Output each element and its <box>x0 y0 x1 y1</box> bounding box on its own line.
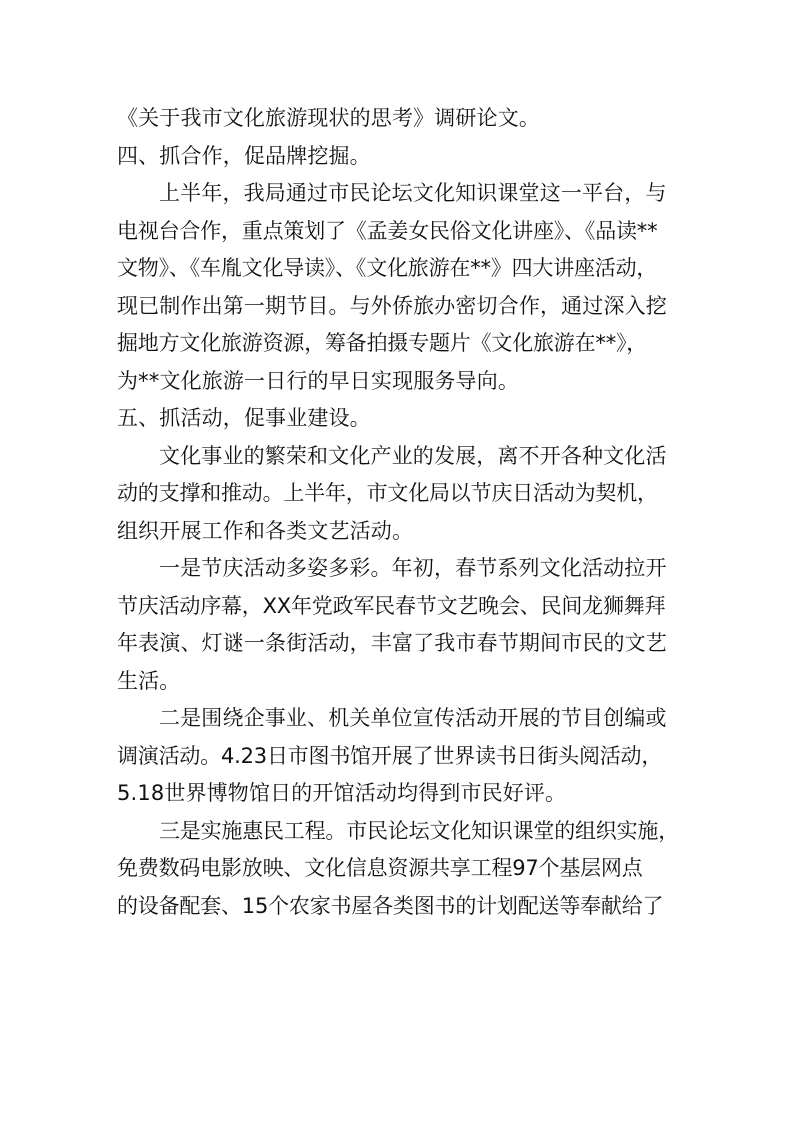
paragraph-line: 免费数码电影放映、文化信息资源共享工程97个基层网点 <box>117 856 643 880</box>
document-body <box>117 100 682 925</box>
paragraph-line: 5.18世界博物馆日的开馆活动均得到市民好评。 <box>117 781 567 805</box>
paragraph-line: 年表演、灯谜一条街活动，丰富了我市春节期间市民的文艺 <box>117 631 667 655</box>
paragraph-line: 的设备配套、15个农家书屋各类图书的计划配送等奉献给了 <box>117 893 664 918</box>
paragraph-line: 二是围绕企事业、机关单位宣传活动开展的节目创编或 <box>159 706 667 730</box>
paragraph-line: 《关于我市文化旅游现状的思考》调研论文。 <box>117 106 540 130</box>
section-heading: 四、抓合作，促品牌挖掘。 <box>117 143 371 168</box>
paragraph-line: 文化事业的繁荣和文化产业的发展，离不开各种文化活 <box>159 443 667 468</box>
section-heading: 五、抓活动，促事业建设。 <box>117 406 371 430</box>
paragraph-line: 现已制作出第一期节目。与外侨旅办密切合作，通过深入挖 <box>117 293 667 318</box>
paragraph-line: 电视台合作，重点策划了《孟姜女民俗文化讲座》、《品读** <box>117 218 658 243</box>
paragraph-line: 组织开展工作和各类文艺活动。 <box>117 518 414 543</box>
paragraph-line: 一是节庆活动多姿多彩。年初，春节系列文化活动拉开 <box>159 556 667 580</box>
paragraph-line: 文物》、《车胤文化导读》、《文化旅游在**》四大讲座活动， <box>117 256 658 280</box>
paragraph-line: 三是实施惠民工程。市民论坛文化知识课堂的组织实施， <box>159 818 679 843</box>
paragraph-line: 调演活动。4.23日市图书馆开展了世界读书日街头阅活动， <box>117 743 663 768</box>
paragraph-line: 为**文化旅游一日行的早日实现服务导向。 <box>117 368 519 393</box>
paragraph-line: 节庆活动序幕，XX年党政军民春节文艺晚会、民间龙狮舞拜 <box>117 593 666 618</box>
paragraph-line: 动的支撑和推动。上半年，市文化局以节庆日活动为契机， <box>117 481 658 505</box>
paragraph-line: 掘地方文化旅游资源，筹备拍摄专题片《文化旅游在**》， <box>117 331 648 355</box>
paragraph-line: 上半年，我局通过市民论坛文化知识课堂这一平台，与 <box>159 181 667 205</box>
paragraph-line: 生活。 <box>117 668 181 693</box>
